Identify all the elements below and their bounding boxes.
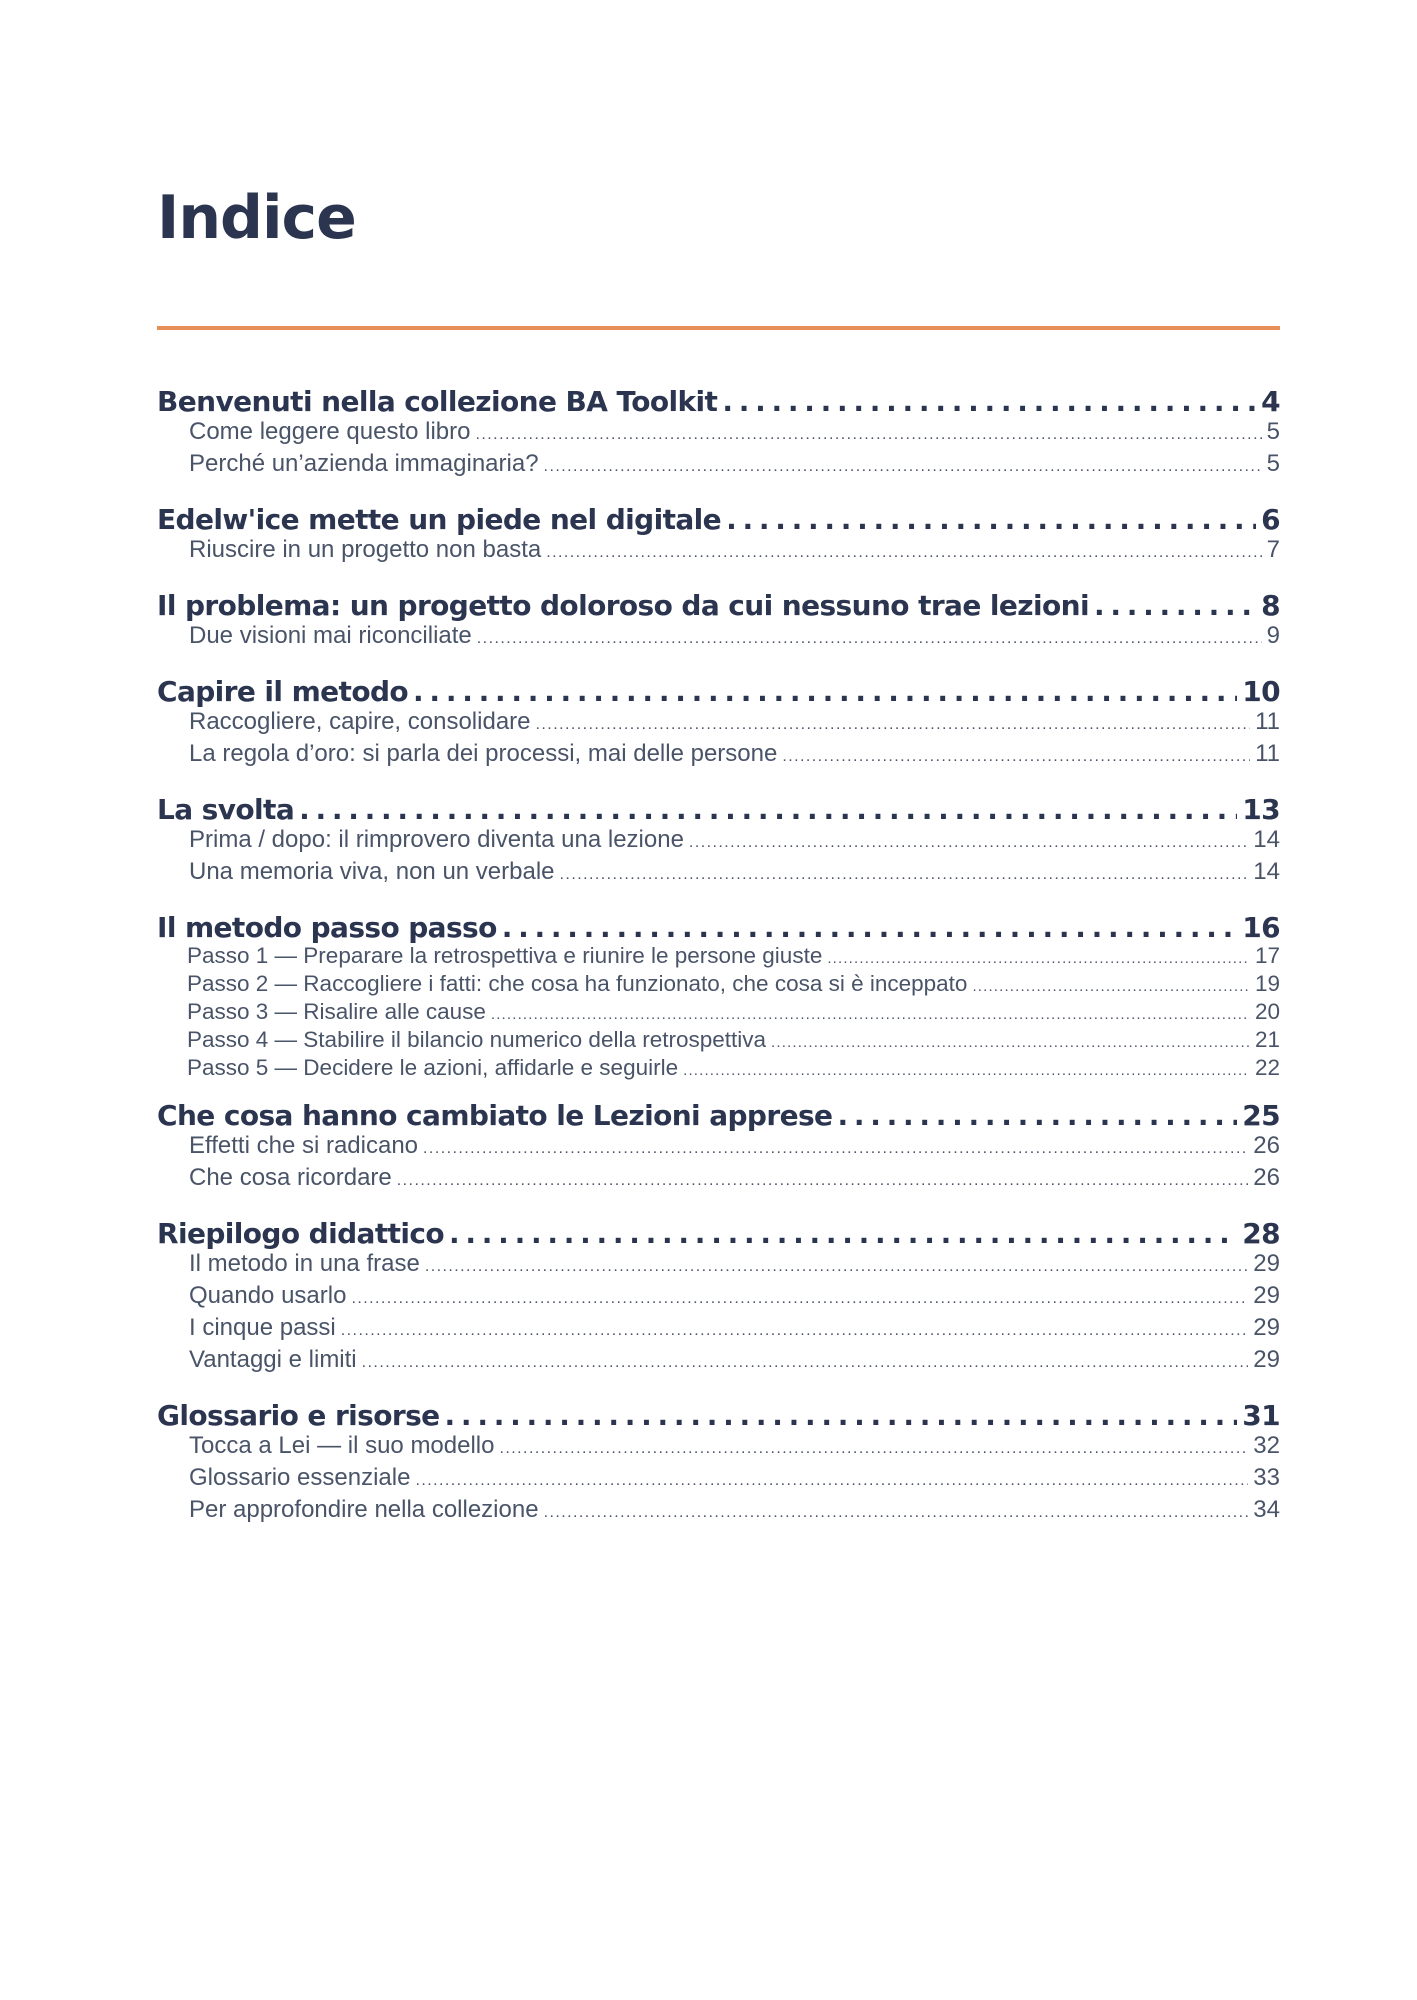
toc-subentry[interactable] — [157, 825, 1280, 857]
toc-subentry-page-number: 29 — [1253, 1250, 1280, 1277]
toc-section — [157, 1100, 1280, 1195]
dot-leader — [1094, 590, 1256, 621]
dot-leader — [449, 1218, 1237, 1249]
toc-subentry[interactable] — [157, 943, 1280, 971]
toc-subentry-page-number: 21 — [1254, 1027, 1280, 1052]
toc-subentry[interactable] — [157, 1313, 1280, 1345]
dot-leader — [423, 1131, 1248, 1163]
dot-leader — [499, 1431, 1248, 1463]
toc-subentry[interactable] — [157, 1495, 1280, 1527]
dot-leader — [341, 1313, 1249, 1345]
toc-subentry[interactable] — [157, 621, 1280, 653]
toc-chapter-page-number: 16 — [1242, 911, 1280, 944]
toc-subentry[interactable] — [157, 1163, 1280, 1195]
toc-section — [157, 386, 1280, 481]
dot-leader — [351, 1281, 1248, 1313]
toc-chapter-title: Edelw'ice mette un piede nel digitale — [157, 503, 722, 536]
dot-leader — [491, 999, 1250, 1027]
dot-leader — [477, 621, 1262, 653]
dot-leader — [689, 825, 1248, 857]
toc-subentry-title: Tocca a Lei — il suo modello — [189, 1432, 495, 1459]
toc-chapter-page-number: 4 — [1261, 385, 1280, 418]
toc-chapter-title: Benvenuti nella collezione BA Toolkit — [157, 385, 718, 418]
dot-leader — [827, 943, 1250, 971]
toc-section — [157, 676, 1280, 771]
toc-subentry[interactable] — [157, 707, 1280, 739]
dot-leader — [415, 1463, 1248, 1495]
toc-subentry-page-number: 29 — [1253, 1314, 1280, 1341]
toc-subentry-title: Due visioni mai riconciliate — [189, 622, 472, 649]
toc-subentry[interactable] — [157, 857, 1280, 889]
toc-subentry[interactable] — [157, 1345, 1280, 1377]
dot-leader — [362, 1345, 1249, 1377]
toc-subentry-title: Passo 2 — Raccogliere i fatti: che cosa ha funzionato, che cosa si è inceppato — [187, 971, 968, 996]
toc-subentry-title: Glossario essenziale — [189, 1464, 411, 1491]
toc-chapter-title: La svolta — [157, 793, 295, 826]
dot-leader — [782, 739, 1250, 771]
toc-chapter-page-number: 10 — [1242, 675, 1280, 708]
toc-subentry[interactable] — [157, 449, 1280, 481]
toc-chapter[interactable] — [157, 1400, 1280, 1431]
dot-leader — [536, 707, 1251, 739]
toc-chapter-page-number: 28 — [1242, 1217, 1280, 1250]
toc-subentry-title: Passo 4 — Stabilire il bilancio numerico della retrospettiva — [187, 1027, 767, 1052]
toc-subentry[interactable] — [157, 999, 1280, 1027]
toc-subentry-title: Prima / dopo: il rimprovero diventa una lezione — [189, 826, 684, 853]
toc-section — [157, 794, 1280, 889]
toc-chapter-page-number: 6 — [1261, 503, 1280, 536]
toc-chapter-title: Il metodo passo passo — [157, 911, 497, 944]
dot-leader — [299, 794, 1237, 825]
toc-chapter[interactable] — [157, 912, 1280, 943]
dot-leader — [502, 912, 1237, 943]
toc-subentry-title: I cinque passi — [189, 1314, 336, 1341]
toc-chapter[interactable] — [157, 386, 1280, 417]
dot-leader — [413, 676, 1237, 707]
toc-chapter-page-number: 13 — [1242, 793, 1280, 826]
toc-subentry-title: Una memoria viva, non un verbale — [189, 858, 555, 885]
toc-subentry-page-number: 17 — [1254, 943, 1280, 968]
toc-section — [157, 1218, 1280, 1377]
toc-subentry-page-number: 20 — [1254, 999, 1280, 1024]
toc-subentry-page-number: 9 — [1266, 622, 1280, 649]
toc-chapter[interactable] — [157, 1218, 1280, 1249]
dot-leader — [397, 1163, 1249, 1195]
toc-chapter-title: Capire il metodo — [157, 675, 409, 708]
toc-subentry-page-number: 7 — [1266, 536, 1280, 563]
toc-chapter[interactable] — [157, 590, 1280, 621]
toc-subentry[interactable] — [157, 1431, 1280, 1463]
toc-subentry[interactable] — [157, 417, 1280, 449]
toc-chapter[interactable] — [157, 794, 1280, 825]
toc-section — [157, 1400, 1280, 1527]
toc-section — [157, 912, 1280, 1083]
toc-subentry-page-number: 11 — [1255, 740, 1280, 767]
toc-subentry[interactable] — [157, 971, 1280, 999]
toc-subentry-page-number: 32 — [1253, 1432, 1280, 1459]
table-of-contents — [157, 386, 1280, 1550]
toc-subentry-page-number: 14 — [1253, 826, 1280, 853]
toc-subentry-title: Quando usarlo — [189, 1282, 347, 1309]
dot-leader — [445, 1400, 1238, 1431]
toc-subentry-page-number: 26 — [1253, 1132, 1280, 1159]
toc-subentry-page-number: 5 — [1266, 450, 1280, 477]
toc-subentry-title: Effetti che si radicano — [189, 1132, 419, 1159]
toc-subentry-title: Come leggere questo libro — [189, 418, 471, 445]
dot-leader — [476, 417, 1262, 449]
toc-subentry[interactable] — [157, 1249, 1280, 1281]
dot-leader — [726, 504, 1256, 535]
dot-leader — [722, 386, 1256, 417]
dot-leader — [544, 449, 1262, 481]
toc-subentry-page-number: 33 — [1253, 1464, 1280, 1491]
toc-subentry-title: La regola d’oro: si parla dei processi, mai delle persone — [189, 740, 778, 767]
title-divider — [157, 326, 1280, 330]
toc-subentry[interactable] — [157, 535, 1280, 567]
toc-chapter-page-number: 31 — [1242, 1399, 1280, 1432]
toc-subentry-title: Che cosa ricordare — [189, 1164, 392, 1191]
dot-leader — [546, 535, 1261, 567]
toc-subentry-page-number: 14 — [1253, 858, 1280, 885]
toc-subentry-title: Passo 3 — Risalire alle cause — [187, 999, 486, 1024]
dot-leader — [683, 1055, 1250, 1083]
toc-subentry[interactable] — [157, 1131, 1280, 1163]
toc-subentry-title: Per approfondire nella collezione — [189, 1496, 539, 1523]
toc-subentry-page-number: 29 — [1253, 1282, 1280, 1309]
toc-subentry-page-number: 11 — [1255, 708, 1280, 735]
toc-chapter-title: Che cosa hanno cambiato le Lezioni apprese — [157, 1099, 833, 1132]
page-title: Indice — [157, 183, 356, 253]
toc-subentry-page-number: 22 — [1254, 1055, 1280, 1080]
toc-chapter[interactable] — [157, 504, 1280, 535]
toc-subentry[interactable] — [157, 1027, 1280, 1055]
toc-subentry-title: Vantaggi e limiti — [189, 1346, 357, 1373]
toc-subentry-title: Riuscire in un progetto non basta — [189, 536, 542, 563]
toc-subentry-title: Raccogliere, capire, consolidare — [189, 708, 531, 735]
toc-subentry-page-number: 5 — [1266, 418, 1280, 445]
toc-subentry[interactable] — [157, 739, 1280, 771]
toc-subentry-title: Passo 5 — Decidere le azioni, affidarle e seguirle — [187, 1055, 679, 1080]
toc-chapter-title: Riepilogo didattico — [157, 1217, 445, 1250]
toc-subentry-page-number: 26 — [1253, 1164, 1280, 1191]
dot-leader — [972, 971, 1250, 999]
dot-leader — [425, 1249, 1248, 1281]
toc-subentry-title: Perché un’azienda immaginaria? — [189, 450, 539, 477]
dot-leader — [771, 1027, 1250, 1055]
toc-chapter-page-number: 8 — [1261, 589, 1280, 622]
toc-section — [157, 504, 1280, 567]
toc-subentry-title: Il metodo in una frase — [189, 1250, 420, 1277]
toc-chapter[interactable] — [157, 1100, 1280, 1131]
toc-subentry-page-number: 34 — [1253, 1496, 1280, 1523]
toc-chapter[interactable] — [157, 676, 1280, 707]
toc-subentry-page-number: 29 — [1253, 1346, 1280, 1373]
toc-subentry-title: Passo 1 — Preparare la retrospettiva e riunire le persone giuste — [187, 943, 823, 968]
toc-chapter-title: Glossario e risorse — [157, 1399, 440, 1432]
toc-subentry-page-number: 19 — [1254, 971, 1280, 996]
dot-leader — [544, 1495, 1249, 1527]
toc-section — [157, 590, 1280, 653]
dot-leader — [560, 857, 1249, 889]
toc-chapter-page-number: 25 — [1242, 1099, 1280, 1132]
dot-leader — [837, 1100, 1237, 1131]
toc-chapter-title: Il problema: un progetto doloroso da cui nessuno trae lezioni — [157, 589, 1089, 622]
toc-subentry[interactable] — [157, 1463, 1280, 1495]
toc-subentry[interactable] — [157, 1281, 1280, 1313]
toc-subentry[interactable] — [157, 1055, 1280, 1083]
